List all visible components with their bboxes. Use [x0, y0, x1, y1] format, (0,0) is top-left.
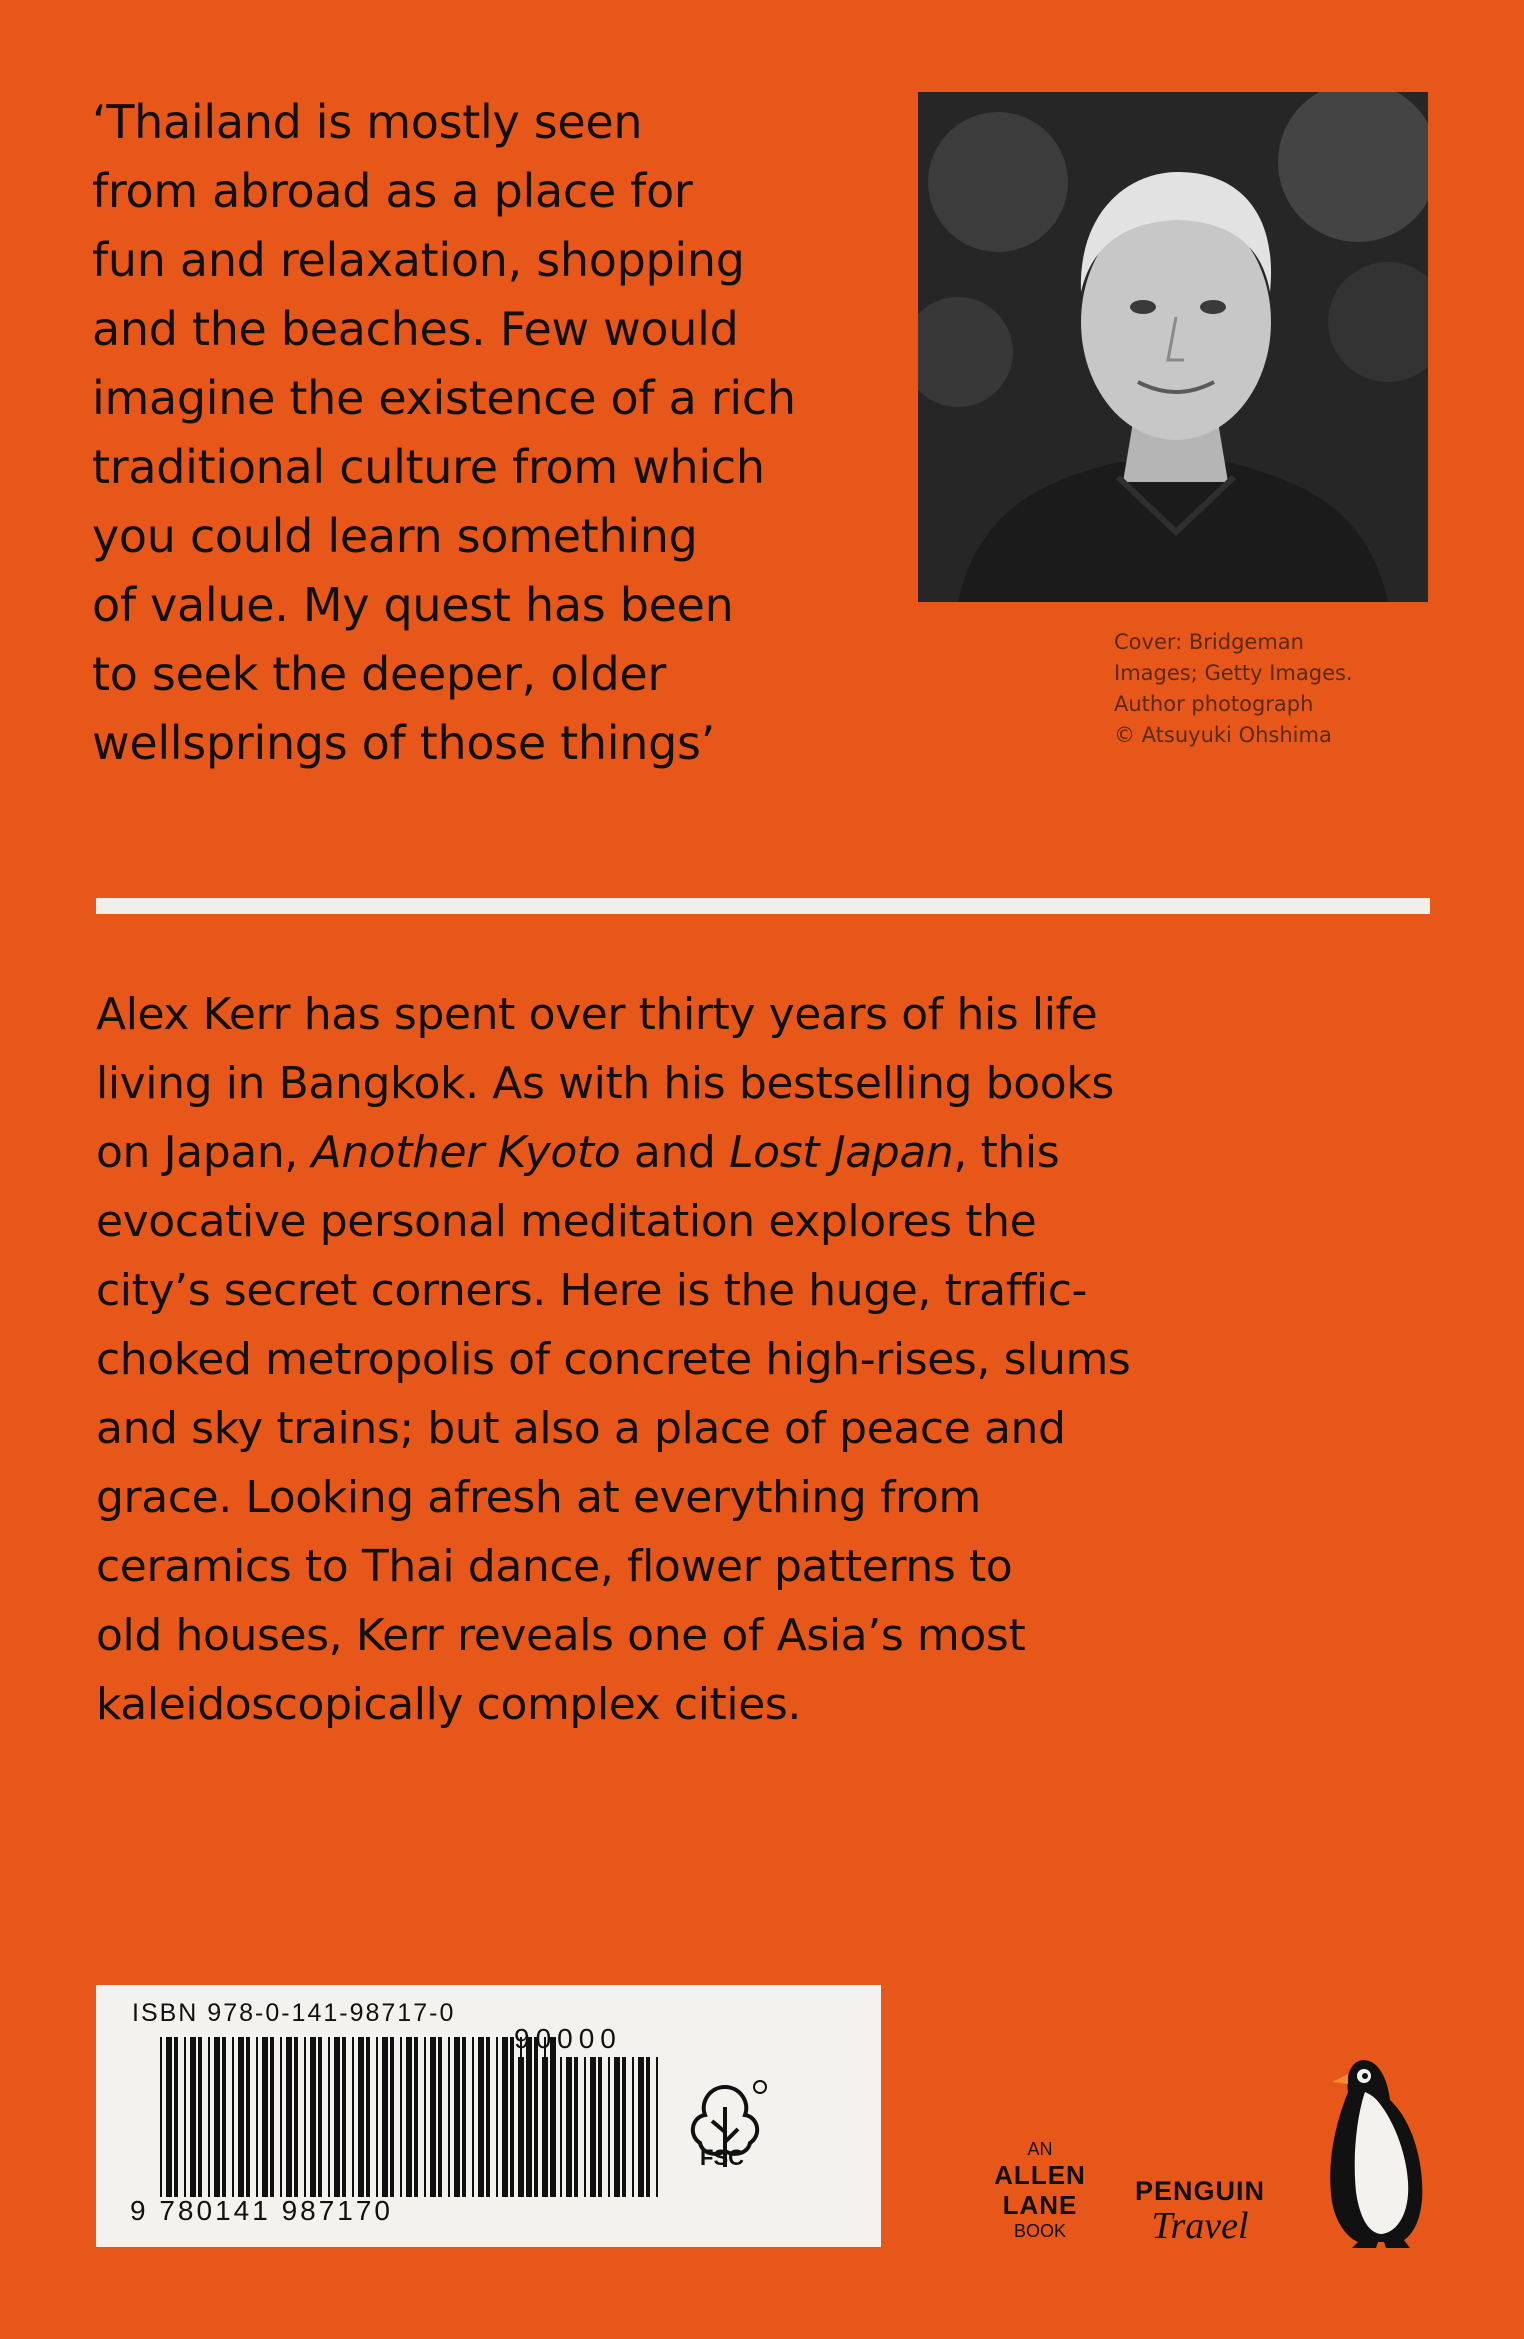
price-barcode: [512, 2057, 662, 2222]
price-code: 90000: [514, 2023, 622, 2054]
barcode-bar: [366, 2037, 370, 2197]
quote-line: to seek the deeper, older: [92, 647, 667, 701]
description-line: city’s secret corners. Here is the huge, traffic-: [96, 1265, 1087, 1316]
barcode-bar: [238, 2037, 244, 2197]
barcode-bar: [478, 2037, 484, 2197]
quote-line: from abroad as a place for: [92, 164, 693, 218]
credit-line: Cover: Bridgeman: [1114, 630, 1304, 654]
description-line: and sky trains; but also a place of peace and: [96, 1403, 1066, 1454]
barcode-bar: [214, 2037, 220, 2197]
description-line: old houses, Kerr reveals one of Asia’s most: [96, 1610, 1026, 1661]
barcode-bar: [184, 2037, 186, 2197]
barcode-bar: [584, 2057, 586, 2197]
barcode-bar: [304, 2037, 306, 2197]
barcode-bar: [526, 2057, 530, 2197]
allen-lane-logo: [990, 2138, 1090, 2242]
barcode-bar: [190, 2037, 196, 2197]
barcode-bar: [622, 2057, 626, 2197]
travel-wordmark: Travel: [1151, 2205, 1249, 2247]
fsc-label: FSC: [700, 2145, 744, 2170]
imprint-book: BOOK: [1013, 2221, 1066, 2241]
barcode-bar: [318, 2037, 322, 2197]
barcode-bar: [566, 2057, 572, 2197]
barcode-digits: 9 780141 987170: [130, 2195, 393, 2226]
barcode-bar: [334, 2037, 340, 2197]
penguin-travel-logo: [1120, 2176, 1280, 2245]
quote-line: traditional culture from which: [92, 440, 765, 494]
barcode-bar: [280, 2037, 282, 2197]
barcode-bar: [454, 2037, 460, 2197]
barcode-bar: [614, 2057, 620, 2197]
barcode-bar: [536, 2057, 538, 2197]
barcode-bar: [342, 2037, 346, 2197]
barcode-bar: [518, 2057, 524, 2197]
barcode-panel: [96, 1985, 881, 2247]
imprint-allen: ALLEN: [994, 2160, 1086, 2190]
description-line: Alex Kerr has spent over thirty years of his life: [96, 989, 1098, 1040]
credit-line: Author photograph: [1114, 692, 1314, 716]
barcode-bar: [376, 2037, 378, 2197]
barcode-bar: [256, 2037, 258, 2197]
pull-quote: [92, 88, 852, 778]
isbn-barcode: [160, 2037, 560, 2202]
divider-rule: [96, 898, 1430, 914]
barcode-bar: [352, 2037, 354, 2197]
barcode-bar: [222, 2037, 226, 2197]
description-line: grace. Looking afresh at everything from: [96, 1472, 981, 1523]
barcode-bar: [560, 2057, 562, 2197]
barcode-bar: [208, 2037, 210, 2197]
description-line: ceramics to Thai dance, flower patterns to: [96, 1541, 1013, 1592]
barcode-bar: [502, 2037, 508, 2197]
barcode-bar: [382, 2037, 388, 2197]
quote-line: of value. My quest has been: [92, 578, 734, 632]
barcode-bar: [512, 2057, 514, 2197]
barcode-bar: [424, 2037, 426, 2197]
book-title-another-kyoto: Another Kyoto: [311, 1127, 621, 1178]
barcode-bar: [608, 2057, 610, 2197]
credit-line: © Atsuyuki Ohshima: [1114, 723, 1332, 747]
barcode-bar: [656, 2057, 658, 2197]
barcode-bar: [262, 2037, 268, 2197]
description-text: and: [620, 1127, 730, 1178]
barcode-bar: [174, 2037, 178, 2197]
barcode-bar: [430, 2037, 436, 2197]
barcode-bar: [310, 2037, 316, 2197]
barcode-bar: [406, 2037, 412, 2197]
barcode-bar: [638, 2057, 644, 2197]
book-title-lost-japan: Lost Japan: [729, 1127, 954, 1178]
barcode-bar: [166, 2037, 172, 2197]
barcode-bar: [294, 2037, 298, 2197]
barcode-bar: [486, 2037, 490, 2197]
penguin-wordmark: PENGUIN: [1134, 2176, 1266, 2206]
barcode-bar: [358, 2037, 364, 2197]
credit-line: Images; Getty Images.: [1114, 661, 1353, 685]
barcode-bar: [598, 2057, 602, 2197]
quote-line: you could learn something: [92, 509, 698, 563]
barcode-bar: [160, 2037, 162, 2197]
barcode-bar: [414, 2037, 418, 2197]
quote-line: ‘Thailand is mostly seen: [92, 95, 643, 149]
barcode-bar: [646, 2057, 650, 2197]
quote-line: wellsprings of those things’: [92, 716, 715, 770]
description-line: choked metropolis of concrete high-rises, slums: [96, 1334, 1131, 1385]
barcode-bar: [438, 2037, 442, 2197]
quote-line: fun and relaxation, shopping: [92, 233, 745, 287]
author-photo: [918, 92, 1428, 602]
description-line: kaleidoscopically complex cities.: [96, 1679, 801, 1730]
barcode-bar: [496, 2037, 498, 2197]
barcode-bar: [542, 2057, 548, 2197]
barcode-bar: [286, 2037, 292, 2197]
barcode-bar: [246, 2037, 250, 2197]
description-line: living in Bangkok. As with his bestselling books: [96, 1058, 1114, 1109]
barcode-bar: [232, 2037, 234, 2197]
barcode-bar: [632, 2057, 634, 2197]
imprint-an: AN: [1027, 2139, 1053, 2159]
barcode-bar: [472, 2037, 474, 2197]
barcode-bar: [400, 2037, 402, 2197]
imprint-lane: LANE: [1002, 2190, 1078, 2220]
quote-line: imagine the existence of a rich: [92, 371, 796, 425]
description-text: , this: [953, 1127, 1060, 1178]
quote-line: and the beaches. Few would: [92, 302, 739, 356]
barcode-bar: [390, 2037, 394, 2197]
description-text: on Japan,: [96, 1127, 312, 1178]
barcode-bar: [590, 2057, 596, 2197]
barcode-bar: [328, 2037, 330, 2197]
barcode-bar: [574, 2057, 578, 2197]
description-line: evocative personal meditation explores the: [96, 1196, 1037, 1247]
barcode-bar: [550, 2057, 554, 2197]
barcode-bar: [448, 2037, 450, 2197]
barcode-bar: [462, 2037, 466, 2197]
isbn-label: ISBN 978-0-141-98717-0: [132, 1999, 456, 2027]
barcode-bar: [270, 2037, 274, 2197]
description-line: [96, 1118, 1356, 1187]
barcode-bar: [198, 2037, 202, 2197]
book-description: [96, 980, 1356, 1739]
photo-credit: [1114, 627, 1434, 751]
penguin-icon: [1318, 2052, 1438, 2252]
